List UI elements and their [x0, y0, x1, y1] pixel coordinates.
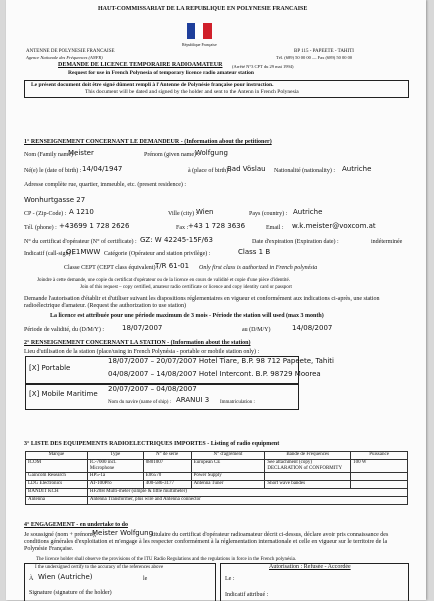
- city-value[interactable]: Wien: [196, 208, 214, 216]
- zip-label: CP - (Zip-Code) :: [24, 211, 67, 217]
- undertaking-prefix: Je soussigné (nom + prénom),: [24, 532, 97, 538]
- country-label: Pays (country) :: [249, 211, 288, 217]
- form-title-ref: (Arrêté N°3 CPT du 29 mai 1994): [232, 64, 294, 69]
- prenom-label: Prénom (given name) :: [144, 152, 200, 158]
- table-row: [26, 481, 408, 489]
- cell[interactable]: See attachment (copy) DECLARATION of CONFORMITY: [265, 460, 351, 473]
- validity-from-value[interactable]: 18/07/2007: [122, 324, 163, 332]
- col-type: Type: [87, 452, 143, 460]
- phone-value[interactable]: +43699 1 728 2626: [59, 222, 130, 230]
- marianne-logo: [187, 23, 212, 39]
- assigned-callsign-label: Indicatif attribué :: [225, 592, 269, 598]
- ship-label: Nom du navire (name of ship) :: [108, 400, 172, 405]
- email-value[interactable]: w.k.meister@voxcom.at: [292, 222, 376, 230]
- section1-title: 1° RENSEIGNEMENT CONCERNANT LE DEMANDEUR - (Information about the petitioner): [24, 139, 272, 145]
- address-value[interactable]: Wonhurtgasse 27: [24, 196, 86, 204]
- notice-en: This document will be dated and signed by the holder and sent to the Antenn in French Polynesia: [85, 89, 299, 95]
- cell[interactable]: AT-100Pro: [87, 481, 143, 489]
- authority-box: [220, 563, 409, 601]
- address-label: Adresse complète rue, quartier, immeuble, etc. (present residence) :: [24, 182, 187, 188]
- cell[interactable]: Antenna Tuner: [191, 481, 265, 489]
- validity-to-label: au (D/M/Y): [242, 327, 271, 333]
- nationality-label: Nationalité (nationality) :: [274, 168, 335, 174]
- address-right-1: BP 115 - PAPEETE - TAHITI: [294, 49, 354, 54]
- undertaking-signer[interactable]: Meister Wolfgung: [92, 529, 154, 537]
- section2-title: 2° RENSEIGNEMENT CONCERNANT LA STATION - (Information about the station): [24, 340, 251, 346]
- cell[interactable]: Gaincom Research: [26, 473, 88, 481]
- cell[interactable]: 400-586-3177: [143, 481, 191, 489]
- fax-value[interactable]: +43 1 728 3636: [188, 222, 246, 230]
- authorization-title: Autorisation : Refusée - Accordée: [269, 564, 351, 570]
- prenom-value[interactable]: Wolfgung: [195, 149, 228, 157]
- validity-to-value[interactable]: 14/08/2007: [292, 324, 333, 332]
- cell[interactable]: BANDIT KCH: [26, 489, 88, 497]
- email-label: Email :: [266, 225, 284, 231]
- callsign-value[interactable]: OE1MWW: [66, 248, 101, 256]
- registration-label: Immatriculation :: [220, 400, 255, 405]
- cell[interactable]: Power Supply: [191, 473, 265, 481]
- mobile-line-1[interactable]: 20/07/2007 – 04/08/2007: [108, 385, 197, 393]
- callsign-label: Indicatif (call-sign) :: [24, 251, 74, 257]
- category-value[interactable]: Class 1 B: [238, 248, 271, 256]
- cell[interactable]: HF20H Multi-meter (simple & little multimeter): [87, 489, 407, 497]
- ship-value[interactable]: ARANUI 3: [176, 396, 210, 404]
- cell[interactable]: Antenna: [26, 497, 88, 505]
- fax-label: Fax :: [176, 225, 189, 231]
- col-serial: N° de série: [143, 452, 191, 460]
- agency-left: ANTENNE DE POLYNESIE FRANCAISE: [26, 49, 115, 54]
- station-place-label: Lieu d'utilisation de la station (place/using in French Polynésia - portable or mobile station only) :: [24, 349, 260, 355]
- category-label: Catégorie (Opérateur and station privilège) :: [104, 251, 211, 257]
- authorization-date-label: Le :: [225, 576, 235, 582]
- nom-value[interactable]: Meister: [68, 149, 94, 157]
- place-prefix: À: [29, 576, 34, 582]
- certify-text: I the undersigned certify to the accuracy of the references above: [35, 565, 164, 570]
- phone-label: Tél. (phone) :: [24, 225, 57, 231]
- signature-label: Signature (signature of the holder): [29, 590, 112, 596]
- request-statement: Demande l'autorisation d'établir et d'utiliser suivant les dispositions réglementaires en vigueur et conformément aux indications ci-après, une station radioélectrique d'amateur. (Request the authorization to use station): [24, 296, 380, 309]
- birth-place-label: à (place of birth) :: [188, 168, 232, 174]
- col-brand: Marque: [26, 452, 88, 460]
- country-value[interactable]: Autriche: [293, 208, 323, 216]
- cept-value[interactable]: T/R 61-01: [155, 262, 190, 270]
- logo-caption: République Française: [182, 42, 217, 47]
- cell[interactable]: European CE: [191, 460, 265, 473]
- birth-date-label: Né(e) le (date of birth) :: [24, 168, 82, 174]
- nationality-value[interactable]: Autriche: [342, 165, 372, 173]
- zip-value[interactable]: A 1210: [69, 208, 94, 216]
- portable-line-2[interactable]: 04/08/2007 – 14/08/2007 Hotel Intercont. B.P. 98729 Moorea: [108, 370, 321, 378]
- notice-box: [24, 80, 409, 98]
- equipment-header-row: [26, 452, 408, 460]
- cell[interactable]: ICOM: [26, 460, 88, 473]
- attachment-note-en: Join of this request – copy certified, amateur radio certificate or licence and copy identity card or passport: [80, 285, 292, 290]
- portable-box: [25, 356, 334, 384]
- cell[interactable]: LDG Electronics: [26, 481, 88, 489]
- portable-line-1[interactable]: 18/07/2007 – 20/07/2007 Hotel Tiare, B.P. 98 712 Papeete, Tahiti: [108, 357, 334, 365]
- address-right-2: Tél. (689) 50 00 00 — Fax (689) 50 00 00: [276, 55, 353, 60]
- cell[interactable]: [351, 473, 408, 481]
- date-label: le: [143, 576, 148, 582]
- expiry-value[interactable]: indéterminée: [371, 239, 403, 245]
- birth-date-value[interactable]: 14/04/1947: [82, 165, 123, 173]
- section4-title: 4° ENGAGEMENT - en undertake to do: [24, 522, 128, 528]
- certificate-label: N° du certificat d'opérateur (N° of certificate) :: [24, 239, 137, 245]
- form-title: DEMANDE DE LICENCE TEMPORAIRE RADIOAMATEUR: [58, 62, 223, 68]
- section3-title: 3° LISTE DES EQUIPEMENTS RADIOELECTRIQUES IMPORTES - Listing of radio equipment: [24, 441, 280, 447]
- table-row: [26, 460, 408, 473]
- expiry-label: Date d'expiration (Expiration date) :: [252, 239, 339, 245]
- agency-left-sub: Agence Nationale des Fréquences (ANFR): [26, 55, 103, 60]
- mobile-checkbox[interactable]: [X] Mobile Maritime: [29, 390, 98, 398]
- attachment-note-fr: Joindre à cette demande, une copie du certificat d'opérateur ou de la licence en cours de validité et copie d'une pièce d'identité.: [37, 278, 291, 283]
- certificate-value[interactable]: GZ: W 42245-15F/63: [140, 236, 213, 244]
- cell[interactable]: Short wave bandes: [265, 481, 351, 489]
- republic-heading: HAUT-COMMISSARIAT DE LA REPUBLIQUE EN POLYNESIE FRANCAISE: [98, 6, 308, 12]
- birth-place-value[interactable]: Bad Vöslau: [227, 165, 266, 173]
- holder-signature-box: [24, 563, 216, 601]
- mobile-box: [25, 384, 299, 410]
- col-band: Bande de Fréquences: [265, 452, 351, 460]
- cept-label: Classe CEPT (CEPT class équivalent) :: [64, 265, 159, 271]
- cell[interactable]: [351, 481, 408, 489]
- portable-checkbox[interactable]: [X] Portable: [29, 364, 71, 372]
- cell[interactable]: HP5-1a: [87, 473, 143, 481]
- cell[interactable]: Antenna Transformer, plus wire and Antenna connector: [87, 497, 407, 505]
- table-row: [26, 489, 408, 497]
- validity-label: Période de validité, du (D/M/Y) :: [24, 327, 104, 333]
- cept-note: Only first class is authorized in French polynésia: [199, 265, 318, 271]
- undertaking-text: titulaire du certificat d'opérateur radioamateur décrit ci-dessus, déclare avoir pris connaissance des conditions générales d'exploitation et m'engage à les respecter conformément à la réglementation internationale et celle en vigueur sur le territoire de la Polynésie Française.: [24, 532, 389, 552]
- cell[interactable]: 100 W: [351, 460, 408, 473]
- equipment-table: [25, 451, 408, 505]
- licence-period-note: La licence est attribuée pour une période maximum de 3 mois - Période the station will used (max 3 month): [50, 313, 324, 319]
- cell[interactable]: E06570: [143, 473, 191, 481]
- table-row: [26, 497, 408, 505]
- notice-fr: Le présent document doit être signé dûment rempli à l'Antenne de Polynésie française pour instruction.: [31, 82, 274, 88]
- undertaking-text-en: The licence holder shall observe the provisions of the ITU Radio Regulations and the regulations in force in the French polynésia.: [36, 557, 297, 562]
- cell[interactable]: 0801007: [143, 460, 191, 473]
- cell[interactable]: [265, 473, 351, 481]
- form-page: [6, 0, 426, 600]
- cell[interactable]: IC-7000 incl. Microphone: [87, 460, 143, 473]
- place-value[interactable]: Wien (Autriche): [38, 573, 93, 581]
- col-power: Puissance: [351, 452, 408, 460]
- col-approval: N° d'agrément: [191, 452, 265, 460]
- form-title-en: Request for use in French Polynesia of temporary licence radio amateur station: [68, 70, 254, 76]
- table-row: [26, 473, 408, 481]
- nom-label: Nom (Family name) :: [24, 152, 77, 158]
- city-label: Ville (city) :: [168, 211, 198, 217]
